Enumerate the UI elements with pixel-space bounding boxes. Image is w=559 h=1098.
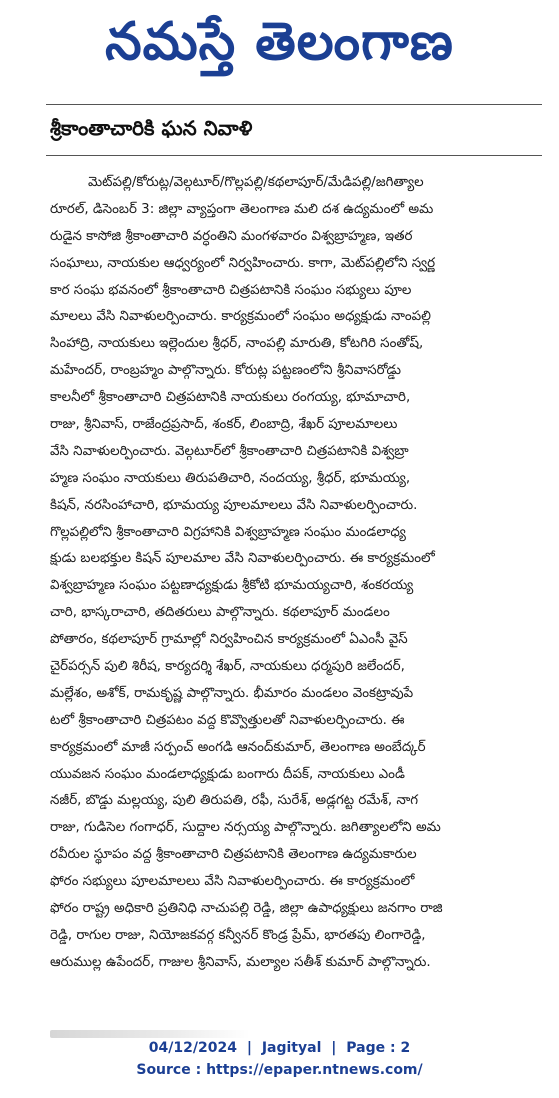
masthead-title: నమస్తే తెలంగాణ	[105, 12, 454, 72]
article-line: రూరల్, డిసెంబర్ 3: జిల్లా వ్యాప్తంగా తెలంగాణ మలి దశ ఉద్యమంలో అమ	[50, 201, 434, 217]
article-line: యువజన సంఘం మండలాధ్యక్షుడు బంగారు దీపక్, నాయకులు ఎండీ	[50, 766, 405, 782]
article-line: కిషన్, నరసింహాచారి, భూమయ్య పూలమాలలు వేసి నివాళులర్పించారు.	[50, 497, 418, 513]
faded-text-remnant	[50, 1030, 250, 1038]
article-line: మహేందర్, రాంబ్రహ్మం పాల్గొన్నారు. కోరుట్ల పట్టణంలోని శ్రీనివాసరోడ్డు	[50, 363, 402, 379]
headline-divider	[46, 155, 542, 156]
article-line: టలో శ్రీకాంతాచారి చిత్రపటం వద్ద కొవ్వొత్తులతో నివాళులర్పించారు. ఈ	[50, 712, 405, 728]
newspaper-masthead	[0, 0, 559, 84]
article-line: ఫోరం సభ్యులు పూలమాలలు వేసి నివాళులర్పించారు. ఈ కార్యక్రమంలో	[50, 874, 415, 890]
article-line: చారి, భాస్కరాచారి, తదితరులు పాల్గొన్నారు. కథలాపూర్ మండలం	[50, 605, 390, 621]
article-line: మాలలు వేసి నివాళులర్పించారు. కార్యక్రమంలో సంఘం అధ్యక్షుడు నాంపల్లి	[50, 309, 431, 325]
article-line: రాజు, గుడిసెల గంగాధర్, సుద్దాల నర్సయ్య పాల్గొన్నారు. జగిత్యాలలోని అమ	[50, 820, 441, 836]
footer-date: 04/12/2024	[148, 1040, 237, 1056]
article-headline: శ్రీకాంతాచారికి ఘన నివాళి	[50, 116, 253, 140]
article-line: నజీర్, బొడ్డు మల్లయ్య, పులి తిరుపతి, రఫీ, సురేశ్, అడ్లగట్ట రమేశ్, నాగ	[50, 793, 419, 809]
footer-page: Page : 2	[346, 1040, 411, 1056]
article-line: కార సంఘ భవనంలో శ్రీకాంతాచారి చిత్రపటానికి సంఘం సభ్యులు పూల	[50, 282, 412, 298]
article-line: రాజు, శ్రీనివాస్, రాజేంద్రప్రసాద్, శంకర్, లింబాద్రి, శేఖర్ పూలమాలలు	[50, 417, 398, 433]
article-line: విశ్వబ్రాహ్మణ సంఘం పట్టణాధ్యక్షుడు శ్రీకోటి భూమయ్యచారి, శంకరయ్య	[50, 578, 414, 594]
footer-edition: Jagityal	[261, 1040, 322, 1056]
article-line: రెడ్డి, రాగుల రాజు, నియోజకవర్గ కన్వీనర్ కొండ్ర ప్రేమ్, భారతపు లింగారెడ్డి,	[50, 927, 426, 943]
article-line: గొల్లపల్లిలోని శ్రీకాంతాచారి విగ్రహానికి విశ్వబ్రాహ్మణ సంఘం మండలాధ్య	[50, 524, 406, 540]
article-line: క్షుడు బలభక్తుల కిషన్ పూలమాల వేసి నివాళులర్పించారు. ఈ కార్యక్రమంలో	[50, 551, 435, 567]
article-line: సంఘాలు, నాయకుల ఆధ్వర్యంలో నిర్వహించారు. కాగా, మెట్‌పల్లిలోని స్వర్ణ	[50, 255, 436, 271]
article-line: వేసి నివాళులర్పించారు. వెల్గటూర్‌లో శ్రీకాంతాచారి చిత్రపటానికి విశ్వబ్రా	[50, 443, 409, 459]
footer-separator: |	[331, 1040, 337, 1056]
article-line: చైర్‌పర్సన్ పులి శిరీష, కార్యదర్శి శేఖర్, నాయకులు ధర్మపురి జలేందర్,	[50, 659, 405, 675]
article-line: పోతారం, కథలాపూర్ గ్రామాల్లో నిర్వహించిన కార్యక్రమంలో ఏఎంసీ వైస్	[50, 632, 408, 648]
footer-meta	[0, 1040, 559, 1056]
top-divider	[46, 104, 542, 105]
footer-source: Source : https://epaper.ntnews.com/	[136, 1062, 423, 1078]
article-line: ఫోరం రాష్ట్ర అధికారి ప్రతినిధి నాచుపల్లి రెడ్డి, జిల్లా ఉపాధ్యక్షులు జనగాం రాజి	[50, 901, 443, 917]
article-line: రవీరుల స్థూపం వద్ద శ్రీకాంతాచారి చిత్రపటానికి తెలంగాణ ఉద్యమకారుల	[50, 847, 417, 863]
article-line: కాలనీలో శ్రీకాంతాచారి చిత్రపటానికి నాయకులు రంగయ్య, భూమాచారి,	[50, 390, 411, 406]
article-line: కార్యక్రమంలో మాజీ సర్పంచ్ అంగడి ఆనంద్‌కుమార్, తెలంగాణ అంబేద్కర్	[50, 739, 426, 755]
article-line: సింహాద్రి, నాయకులు ఇల్లెందుల శ్రీధర్, నాంపల్లి మారుతి, కోటగిరి సంతోష్,	[50, 336, 424, 352]
article-line: రుడైన కాసోజి శ్రీకాంతాచారి వర్ధంతిని మంగళవారం విశ్వబ్రాహ్మణ, ఇతర	[50, 228, 413, 244]
article-line: ఆరుముల్ల ఉపేందర్, గాజుల శ్రీనివాస్, మల్యాల సతీశ్ కుమార్ పాల్గొన్నారు.	[50, 954, 431, 970]
article-body	[50, 170, 546, 977]
article-line: హ్మణ సంఘం నాయకులు తిరుపతిచారి, నందయ్య, శ్రీధర్, భూమయ్య,	[50, 470, 411, 486]
footer-separator: |	[246, 1040, 252, 1056]
article-line: మెట్‌పల్లి/కోరుట్ల/వెల్గటూర్/గొల్లపల్లి/కథలాపూర్/మేడిపల్లి/జగిత్యాల	[88, 175, 424, 190]
article-line: మల్లేశం, అశోక్, రామకృష్ణ పాల్గొన్నారు. భీమారం మండలం వెంకట్రావుపే	[50, 685, 414, 701]
